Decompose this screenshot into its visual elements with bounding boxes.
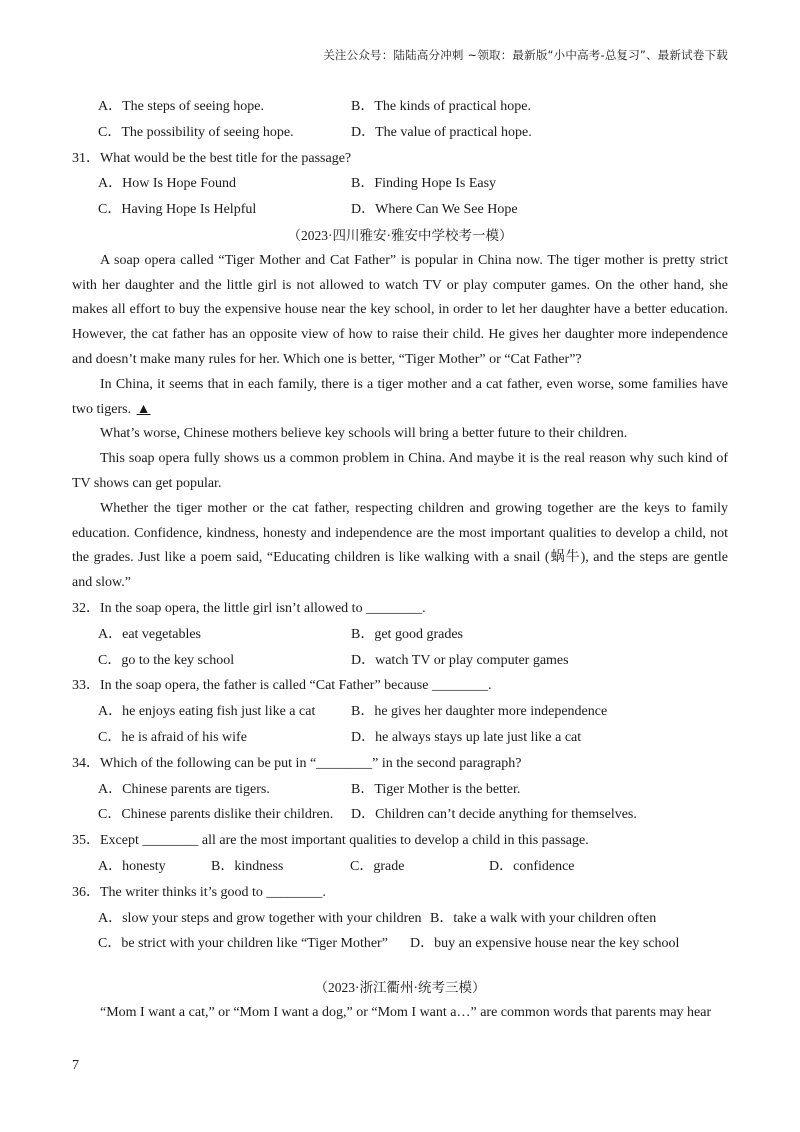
q33-stem: 33．In the soap opera, the father is called “Cat Father” because ________.	[72, 678, 492, 694]
page-content	[72, 94, 728, 1026]
q36-stem: 36．The writer thinks it’s good to ________.	[72, 884, 326, 900]
passage-paragraph-1: A soap opera called “Tiger Mother and Cat Father” is popular in China now. The tiger mother is pretty strict with her daughter and the little girl is not allowed to watch TV or play computer games. On the other hand, she makes all effort to buy the expensive house near the key school, in order to let her daughter have a better education. However, the cat father has an opposite view of how to raise their child. He gives her daughter more independence and doesn’t make many rules for her. Which one is better, “Tiger Mother” or “Cat Father”?	[72, 252, 728, 367]
q30-option-b: B．The kinds of practical hope.	[351, 99, 532, 114]
q34-option-c: C．Chinese parents dislike their children.	[98, 807, 334, 823]
q30-options	[72, 94, 728, 120]
passage-paragraph-2-text: In China, it seems that in each family, there is a tiger mother and a cat father, even worse, some families have two tigers.	[72, 376, 728, 417]
q31-options-row2	[72, 197, 728, 223]
q36-options	[72, 906, 728, 932]
passage-next-paragraph: “Mom I want a cat,” or “Mom I want a dog,” or “Mom I want a…” are common words that parents may hear	[100, 1004, 712, 1020]
q31-option-c: C．Having Hope Is Helpful	[98, 202, 257, 218]
q36-option-a: A．slow your steps and grow together with your children	[98, 910, 422, 926]
q34-option-a: A．Chinese parents are tigers.	[98, 781, 270, 797]
q33-option-d: D．he always stays up late just like a cat	[351, 729, 582, 745]
page-number: 7	[72, 1058, 79, 1073]
q32-options	[72, 622, 728, 648]
q36-option-c: C．be strict with your children like “Tiger Mother”	[98, 936, 388, 952]
q35-stem: 35．Except ________ all are the most important qualities to develop a child in this passage.	[72, 833, 589, 849]
q35-option-d: D．confidence	[489, 858, 575, 874]
spacer	[72, 957, 728, 975]
passage-paragraph-5: Whether the tiger mother or the cat father, respecting children and growing together are the keys to family education. Confidence, kindness, honesty and independence are the most important qualities to develop a child, not the grades. Just like a poem said, “Educating children is like walking with a snail (蜗牛), and the steps are gentle and slow.”	[72, 500, 728, 591]
passage-paragraph-4: This soap opera fully shows us a common problem in China. And maybe it is the real reason why such kind of TV shows can get popular.	[72, 451, 728, 491]
q34-options	[72, 777, 728, 803]
q35-option-a: A．honesty	[98, 858, 166, 874]
q33-options	[72, 699, 728, 725]
q32-option-d: D．watch TV or play computer games	[351, 652, 569, 668]
blank-marker: ▲	[136, 401, 151, 417]
q33-option-a: A．he enjoys eating fish just like a cat	[98, 704, 316, 720]
passage-paragraph-2	[72, 373, 728, 423]
q32-option-a: A．eat vegetables	[98, 626, 202, 642]
q33-option-b: B．he gives her daughter more independence	[351, 704, 608, 720]
page-header: 关注公众号：陆陆高分冲刺 ~领取：最新版“小中高考-总复习”、最新试卷下载	[323, 48, 728, 62]
q36-options-row2	[72, 931, 728, 957]
q31-options	[72, 171, 728, 197]
q30-option-c: C．The possibility of seeing hope.	[98, 124, 294, 140]
q33-options-row2	[72, 725, 728, 751]
q32-option-b: B．get good grades	[351, 626, 463, 642]
source-label-2: （2023·浙江衢州·统考三模）	[314, 980, 486, 996]
q32-options-row2	[72, 648, 728, 674]
source-label: （2023·四川雅安·雅安中学校考一模）	[287, 227, 513, 243]
q30-options-row2	[72, 120, 728, 146]
q34-options-row2	[72, 802, 728, 828]
passage-paragraph-3: What’s worse, Chinese mothers believe key schools will bring a better future to their children.	[100, 426, 628, 442]
q31-stem: 31．What would be the best title for the passage?	[72, 150, 352, 166]
q32-stem: 32．In the soap opera, the little girl isn’t allowed to ________.	[72, 600, 426, 616]
q34-stem: 34．Which of the following can be put in “________” in the second paragraph?	[72, 755, 522, 771]
q31-option-a: A．How Is Hope Found	[98, 176, 237, 192]
q35-options	[72, 854, 728, 880]
q35-option-b: B．kindness	[211, 858, 284, 874]
q36-option-d: D．buy an expensive house near the key school	[410, 936, 680, 952]
q32-option-c: C．go to the key school	[98, 652, 235, 668]
q33-option-c: C．he is afraid of his wife	[98, 729, 247, 745]
q34-option-b: B．Tiger Mother is the better.	[351, 781, 521, 797]
q31-option-d: D．Where Can We See Hope	[351, 202, 518, 218]
q34-option-d: D．Children can’t decide anything for themselves.	[351, 807, 637, 823]
q30-option-d: D．The value of practical hope.	[351, 124, 532, 140]
q36-option-b: B．take a walk with your children often	[430, 910, 657, 926]
q31-option-b: B．Finding Hope Is Easy	[351, 176, 497, 192]
q35-option-c: C．grade	[350, 858, 405, 874]
q30-option-a: A．The steps of seeing hope.	[98, 99, 265, 114]
